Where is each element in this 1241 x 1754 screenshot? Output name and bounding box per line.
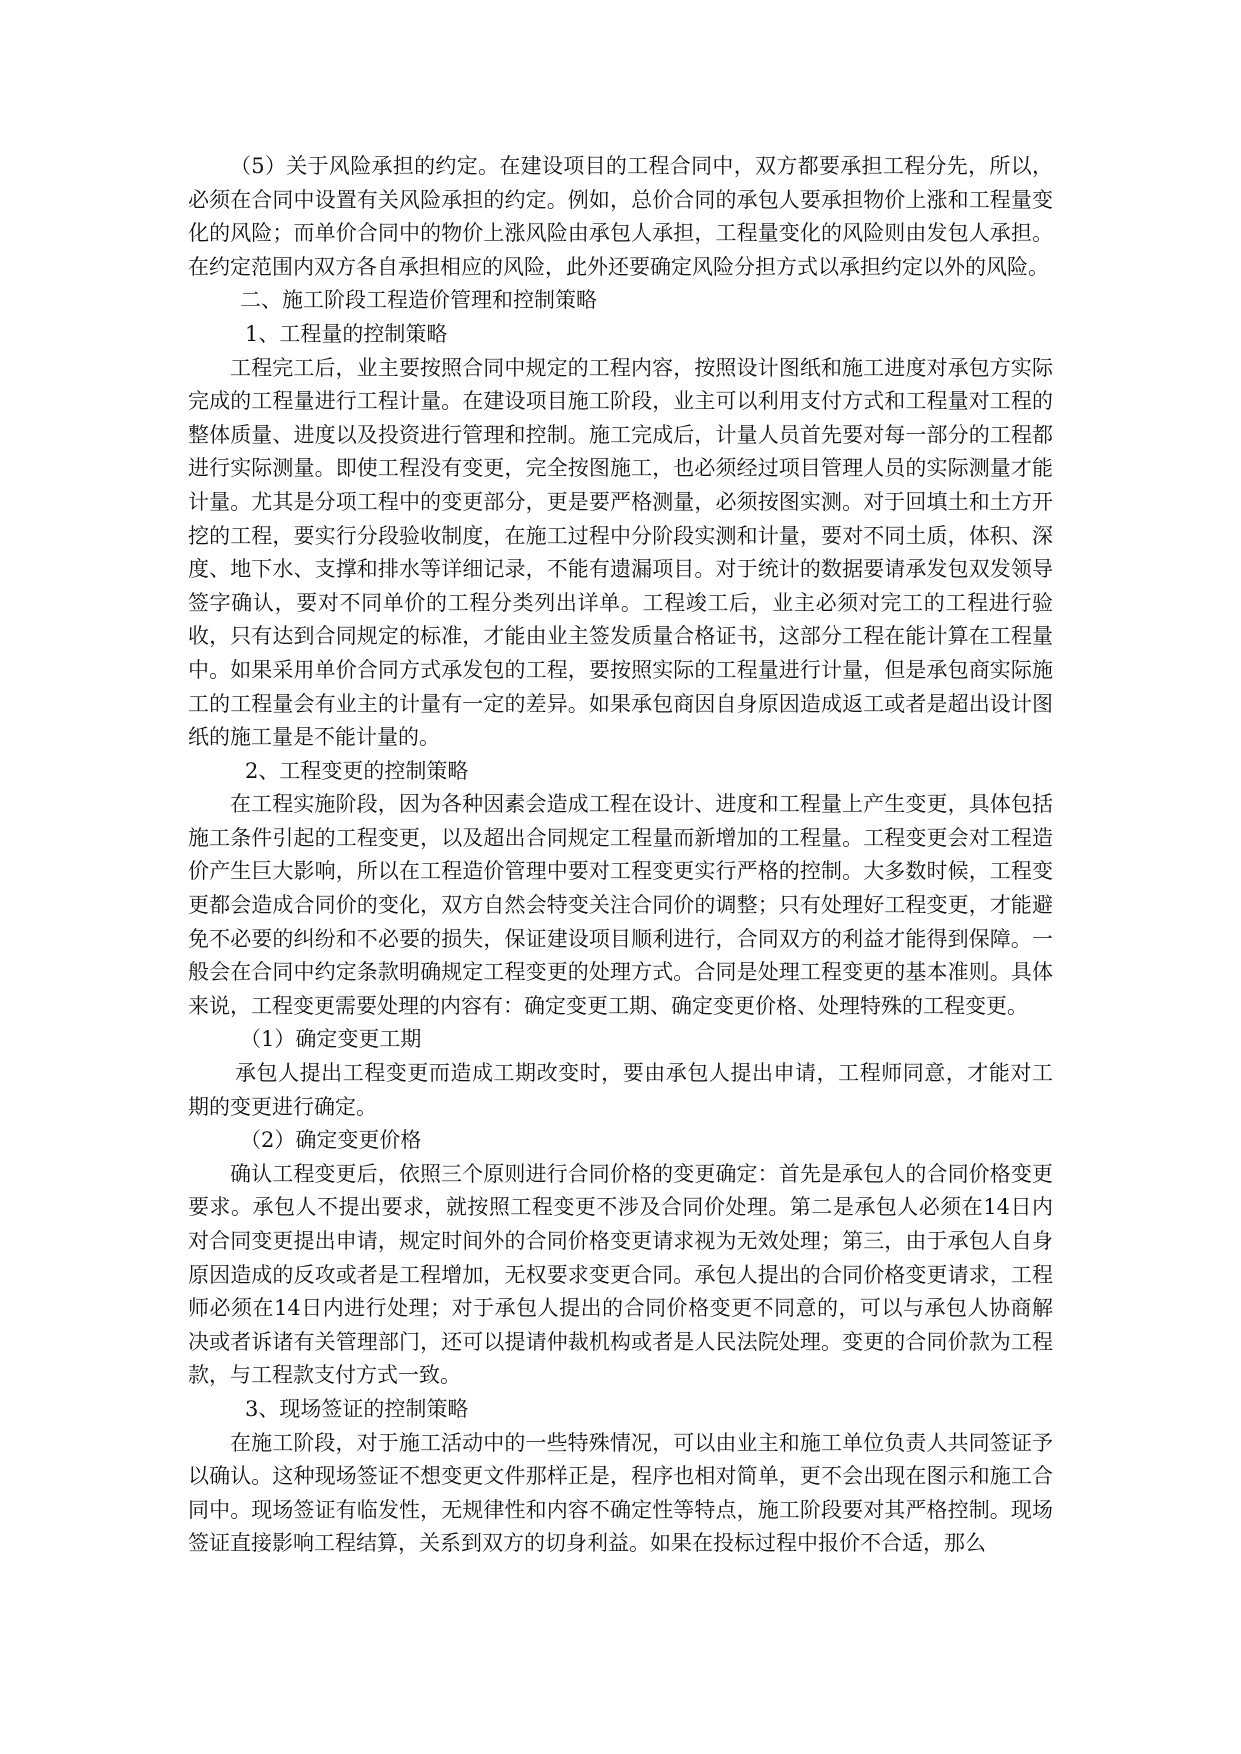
paragraph-quantity-control: 工程完工后，业主要按照合同中规定的工程内容，按照设计图纸和施工进度对承包方实际完成的工程量进行工程计量。在建设项目施工阶段，业主可以利用支付方式和工程量对工程的整体质量、进度以及投资进行管理和控制。施工完成后，计量人员首先要对每一部分的工程都进行实际测量。即使工程没有变更，完全按图施工，也必须经过项目管理人员的实际测量才能计量。尤其是分项工程中的变更部分，更是要严格测量，必须按图实测。对于回填土和土方开挖的工程，要实行分段验收制度，在施工过程中分阶段实测和计量，要对不同土质，体积、深度、地下水、支撑和排水等详细记录，不能有遗漏项目。对于统计的数据要请承发包双发领导签字确认，要对不同单价的工程分类列出详单。工程竣工后，业主必须对完工的工程进行验收，只有达到合同规定的标准，才能由业主签发质量合格证书，这部分工程在能计算在工程量中。如果采用单价合同方式承发包的工程，要按照实际的工程量进行计量，但是承包商实际施工的工程量会有业主的计量有一定的差异。如果承包商因自身原因造成返工或者是超出设计图纸的施工量是不能计量的。 — [188, 355, 1053, 750]
paragraph-change-price: 确认工程变更后，依照三个原则进行合同价格的变更确定：首先是承包人的合同价格变更要求。承包人不提出要求，就按照工程变更不涉及合同价处理。第二是承包人必须在14日内对合同变更提出申请，规定时间外的合同价格变更请求视为无效处理；第三，由于承包人自身原因造成的反攻或者是工程增加，无权要求变更合同。承包人提出的合同价格变更请求，工程师必须在14日内进行处理；对于承包人提出的合同价格变更不同意的，可以与承包人协商解决或者诉诸有关管理部门，还可以提请仲裁机构或者是人民法院处理。变更的合同价款为工程款，与工程款支付方式一致。 — [188, 1161, 1053, 1388]
subsection-heading-quantity-control: 1、工程量的控制策略 — [245, 321, 448, 346]
paragraph-change-duration: 承包人提出工程变更而造成工期改变时，要由承包人提出申请，工程师同意，才能对工期的变更进行确定。 — [188, 1061, 1053, 1119]
document-body — [188, 150, 1053, 1561]
paragraph-change-control: 在工程实施阶段，因为各种因素会造成工程在设计、进度和工程量上产生变更，具体包括施工条件引起的工程变更，以及超出合同规定工程量而新增加的工程量。工程变更会对工程造价产生巨大影响，所以在工程造价管理中要对工程变更实行严格的控制。大多数时候，工程变更都会造成合同价的变化，双方自然会特变关注合同价的调整；只有处理好工程变更，才能避免不必要的纠纷和不必要的损失，保证建设项目顺利进行，合同双方的利益才能得到保障。一般会在合同中约定条款明确规定工程变更的处理方式。合同是处理工程变更的基本准则。具体来说，工程变更需要处理的内容有：确定变更工期、确定变更价格、处理特殊的工程变更。 — [188, 792, 1053, 1018]
paragraph-risk-allocation: （5）关于风险承担的约定。在建设项目的工程合同中，双方都要承担工程分先，所以，必须在合同中设置有关风险承担的约定。例如，总价合同的承包人要承担物价上涨和工程量变化的风险；而单价合同中的物价上涨风险由承包人承担，工程量变化的风险则由发包人承担。在约定范围内双方各自承担相应的风险，此外还要确定风险分担方式以承担约定以外的风险。 — [188, 154, 1053, 279]
section-heading-construction-stage: 二、施工阶段工程造价管理和控制策略 — [240, 288, 597, 313]
item-heading-change-duration: （1）确定变更工期 — [240, 1027, 422, 1052]
subsection-heading-change-control: 2、工程变更的控制策略 — [245, 758, 469, 783]
subsection-heading-site-visa-control: 3、现场签证的控制策略 — [245, 1396, 469, 1421]
item-heading-change-price: （2）确定变更价格 — [240, 1128, 422, 1153]
paragraph-site-visa-control: 在施工阶段，对于施工活动中的一些特殊情况，可以由业主和施工单位负责人共同签证予以确认。这种现场签证不想变更文件那样正是，程序也相对简单，更不会出现在图示和施工合同中。现场签证有临发性，无规律性和内容不确定性等特点，施工阶段要对其严格控制。现场签证直接影响工程结算，关系到双方的切身利益。如果在投标过程中报价不合适，那么 — [188, 1430, 1053, 1556]
